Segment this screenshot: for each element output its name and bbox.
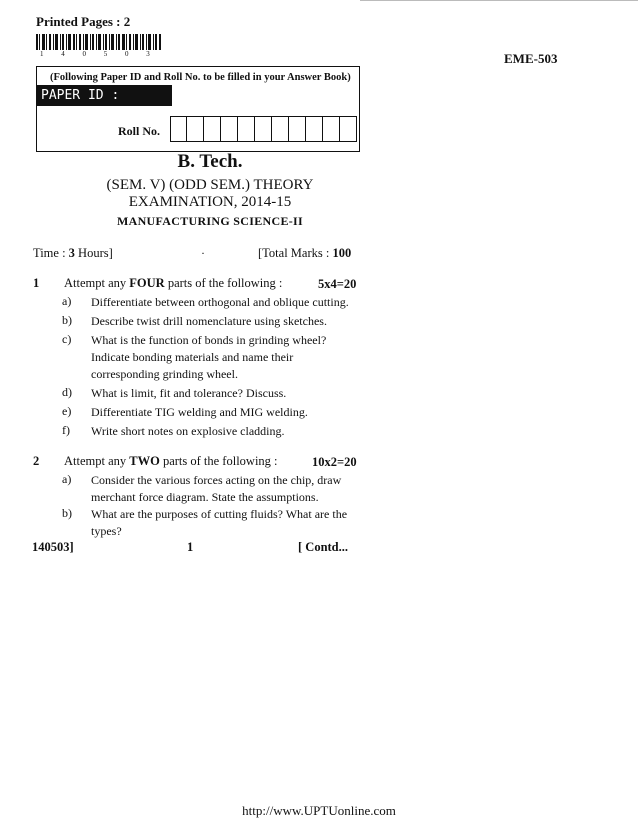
roll-cell [306, 116, 323, 142]
question-number: 1 [33, 276, 40, 290]
part-text: What are the purposes of cutting fluids? What are the types? [91, 507, 348, 538]
time-allowed: Time : 3 Hours] [33, 246, 113, 260]
question-instruction: Attempt any TWO parts of the following : [64, 454, 278, 468]
question-marks: 5x4=20 [318, 277, 357, 291]
part-label: d) [62, 385, 72, 399]
part-label: e) [62, 404, 72, 418]
part-text: Describe twist drill nomenclature using sketches. [91, 314, 327, 328]
continued-marker: [ Contd... [298, 540, 349, 554]
paper-id-label: PAPER ID : 140503 [37, 85, 172, 106]
fill-instruction: (Following Paper ID and Roll No. to be filled in your Answer Book) [50, 72, 351, 83]
roll-no-boxes [170, 116, 357, 142]
part-label: c) [62, 332, 72, 346]
part-label: b) [62, 313, 72, 327]
question-marks: 10x2=20 [312, 455, 357, 469]
roll-cell [272, 116, 289, 142]
part-text: Differentiate TIG welding and MIG welding. [91, 405, 308, 419]
roll-cell [238, 116, 255, 142]
part-label: b) [62, 506, 72, 520]
page-number: 1 [187, 540, 194, 554]
barcode [36, 34, 161, 50]
roll-cell [340, 116, 357, 142]
scan-edge-line [360, 0, 638, 1]
roll-cell [323, 116, 340, 142]
paper-code: EME-503 [504, 51, 558, 66]
part-label: a) [62, 294, 72, 308]
roll-no-label: Roll No. [118, 124, 160, 138]
question-number: 2 [33, 454, 40, 468]
stray-dot: · [201, 246, 205, 260]
part-text: Consider the various forces acting on the chip, draw merchant force diagram. State the assumptions. [91, 473, 342, 504]
barcode-digits: 1 4 0 5 0 3 [40, 50, 158, 58]
roll-cell [255, 116, 272, 142]
subject-title: MANUFACTURING SCIENCE-II [117, 214, 303, 228]
total-marks: [Total Marks : 100 [258, 246, 352, 260]
part-text: What is limit, fit and tolerance? Discuss. [91, 386, 287, 400]
roll-cell [170, 116, 187, 142]
roll-cell [289, 116, 306, 142]
degree-title: B. Tech. [177, 151, 243, 172]
examination-line: EXAMINATION, 2014-15 [128, 194, 292, 210]
roll-cell [221, 116, 238, 142]
roll-cell [204, 116, 221, 142]
part-text: What is the function of bonds in grinding wheel? Indicate bonding materials and name their corresponding grinding wheel. [91, 333, 327, 381]
part-text: Write short notes on explosive cladding. [91, 424, 285, 438]
printed-pages: Printed Pages : 2 [36, 14, 131, 29]
roll-cell [187, 116, 204, 142]
part-label: f) [62, 423, 70, 437]
semester-line: (SEM. V) (ODD SEM.) THEORY [106, 177, 314, 193]
part-label: a) [62, 472, 72, 486]
footer-paper-id: 140503] [32, 540, 74, 554]
source-url[interactable]: http://www.UPTUonline.com [242, 803, 396, 818]
part-text: Differentiate between orthogonal and oblique cutting. [91, 295, 349, 309]
question-instruction: Attempt any FOUR parts of the following : [64, 276, 283, 290]
